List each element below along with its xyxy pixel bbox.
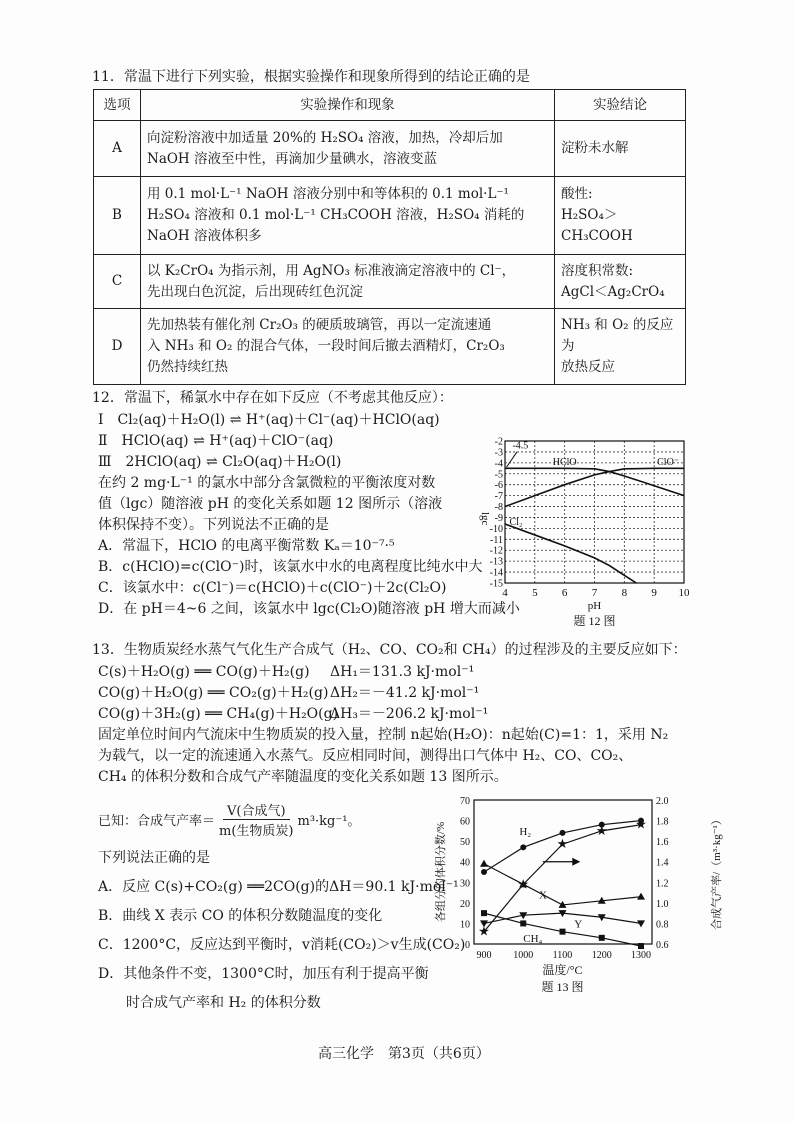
q11-title: 11．常温下进行下列实验，根据实验操作和现象所得到的结论正确的是 <box>92 69 530 85</box>
option-b: B．曲线 X 表示 CO 的体积分数随温度的变化 <box>98 908 383 924</box>
desc-line: 体积保持不变）。下列说法不正确的是 <box>98 517 329 533</box>
cell-line: NaOH 溶液体积多 <box>147 228 262 244</box>
denominator: m(生物质炭) <box>219 824 294 839</box>
option-label: C <box>94 255 141 309</box>
cell-line: 入 NH₃ 和 O₂ 的混合气体，一段时间后撤去酒精灯，Cr₂O₃ <box>147 338 505 354</box>
reaction-row <box>98 662 668 683</box>
marker-star: ★ <box>556 836 569 852</box>
desc-line: 值（lgc）随溶液 pH 的变化关系如题 12 图所示（溶液 <box>98 496 443 512</box>
y-tick-label: -15 <box>489 578 503 590</box>
option-a: A．反应 C(s)+CO₂(g) ══2CO(g)的ΔH＝90.1 kJ·mol⁻¹ <box>98 879 459 895</box>
y-tick-label: 70 <box>460 796 470 807</box>
marker-square <box>520 920 526 926</box>
reaction-row <box>98 683 668 704</box>
cell-line: NH₃ 和 O₂ 的反应为 <box>561 317 674 354</box>
table-row <box>94 177 686 255</box>
reaction-line: Ⅰ Cl₂(aq)＋H₂O(l) ⇌ H⁺(aq)＋Cl⁻(aq)＋HClO(aq) <box>98 412 440 428</box>
annotation: -4.5 <box>512 440 529 452</box>
x-tick-label: 8 <box>621 587 628 599</box>
cell-line: 溶度积常数: <box>561 262 634 279</box>
series-label: HClO <box>552 457 577 469</box>
y-tick-label: -4 <box>494 458 503 470</box>
y-tick-label: -10 <box>489 523 503 535</box>
marker-square <box>560 929 566 935</box>
table-row <box>94 309 686 385</box>
q13-title: 13．生物质炭经水蒸气气化生产合成气（H₂、CO、CO₂和 CH₄）的过程涉及的主要反应如下： <box>92 642 687 658</box>
option-d: D．其他条件不变，1300°C时，加压有利于提高平衡 <box>98 966 429 982</box>
marker-star: ★ <box>635 816 647 832</box>
cell-line: 先出现白色沉淀，后出现砖红色沉淀 <box>147 283 363 300</box>
figure-13-chart <box>430 792 730 1002</box>
table-row <box>94 121 686 177</box>
header-conclusion: 实验结论 <box>555 90 686 121</box>
series-label: Cl₂ <box>509 517 523 529</box>
y2-tick-label: 0.6 <box>656 940 669 951</box>
marker-triangle <box>637 893 645 900</box>
arrow-head-icon <box>572 858 580 866</box>
q11-table <box>93 89 686 385</box>
cell-line: 先加热装有催化剂 Cr₂O₃ 的硬质玻璃管，再以一定流速通 <box>147 317 492 333</box>
option-label: B <box>94 177 141 255</box>
x-tick-label: 900 <box>476 950 492 961</box>
series-label: H₂ <box>519 825 532 838</box>
y2-axis-label: 合成气产率/（m³·kg⁻¹） <box>711 814 723 930</box>
option-c: C．该氯水中：c(Cl⁻)＝c(HClO)＋c(ClO⁻)＋2c(Cl₂O) <box>98 580 447 596</box>
conclusion-cell <box>555 309 686 385</box>
x-tick-label: 9 <box>651 587 657 599</box>
reaction-line: Ⅱ HClO(aq) ⇌ H⁺(aq)＋ClO⁻(aq) <box>98 433 334 449</box>
marker-circle <box>481 869 487 875</box>
x-tick-label: 1100 <box>552 950 573 961</box>
x-tick-label: 10 <box>678 587 690 599</box>
cell-line: NaOH 溶液至中性，再滴加少量碘水，溶液变蓝 <box>147 150 437 167</box>
reaction-row <box>98 704 668 725</box>
option-b: B．c(HClO)=c(ClO⁻)时，该氯水中水的电离程度比纯水中大 <box>98 559 483 575</box>
y2-tick-label: 1.4 <box>656 857 669 869</box>
figure-12-chart <box>470 432 700 642</box>
y-tick-label: 30 <box>460 878 470 890</box>
chart-title: 题 13 图 <box>541 980 584 994</box>
x-tick-label: 1200 <box>591 950 612 961</box>
known-unit: m³·kg⁻¹。 <box>297 814 361 829</box>
marker-star: ★ <box>595 822 608 838</box>
reaction-line: Ⅲ 2HClO(aq) ⇌ Cl₂O(aq)＋H₂O(l) <box>98 454 342 470</box>
operation-cell <box>141 177 555 255</box>
operation-cell <box>141 309 555 385</box>
option-label: D <box>94 309 141 385</box>
series-label: Y <box>574 918 583 931</box>
cell-line: 用 0.1 mol·L⁻¹ NaOH 溶液分别中和等体积的 0.1 mol·L⁻¹ <box>147 186 509 202</box>
y-tick-label: -14 <box>489 567 503 579</box>
y-tick-label: -9 <box>494 512 503 524</box>
option-d: D．在 pH＝4~6 之间，该氯水中 lgc(Cl₂O)随溶液 pH 增大而减小 <box>98 601 520 617</box>
equation: CO(g)＋H₂O(g) ══ CO₂(g)＋H₂(g) <box>98 685 329 701</box>
y-axis-label: lgc <box>479 512 491 526</box>
y-tick-label: 50 <box>460 837 470 849</box>
conclusion-cell <box>555 121 686 177</box>
y2-tick-label: 1.0 <box>656 898 669 910</box>
x-tick-label: 7 <box>591 587 598 599</box>
operation-cell <box>141 255 555 309</box>
x-tick-label: 1300 <box>631 950 651 961</box>
y-tick-label: -13 <box>489 556 503 568</box>
enthalpy: ΔH₁＝131.3 kJ·mol⁻¹ <box>330 664 475 680</box>
x-axis-label: 温度/°C <box>542 963 583 977</box>
option-d-cont: 时合成气产率和 H₂ 的体积分数 <box>98 995 321 1011</box>
y-tick-label: -3 <box>494 447 503 459</box>
y-tick-label: -6 <box>494 480 503 492</box>
y2-tick-label: 0.8 <box>656 919 669 931</box>
y-tick-label: 40 <box>460 857 470 869</box>
table-row <box>94 255 686 309</box>
page-footer: 高三化学 第3页（共6页） <box>318 1046 490 1062</box>
cell-line: 酸性: <box>561 186 593 202</box>
option-c: C．1200°C，反应达到平衡时，v消耗(CO₂)＞v生成(CO₂) <box>98 937 466 953</box>
desc-line: 固定单位时间内气流床中生物质炭的投入量，控制 n起始(H₂O)：n起始(C)=1：1，采用 N₂ <box>98 727 669 743</box>
cell-line: H₂SO₄＞CH₃COOH <box>561 207 633 244</box>
y2-tick-label: 1.6 <box>656 837 669 849</box>
marker-triangle <box>480 860 488 867</box>
enthalpy: ΔH₃＝－206.2 kJ·mol⁻¹ <box>330 706 489 722</box>
y2-tick-label: 2.0 <box>656 796 669 807</box>
known-prefix: 已知：合成气产率＝ <box>98 814 216 829</box>
header-operation: 实验操作和现象 <box>141 90 555 121</box>
y-tick-label: 60 <box>460 816 470 828</box>
operation-cell <box>141 121 555 177</box>
cell-line: 淀粉未水解 <box>561 140 629 156</box>
equation: CO(g)＋3H₂(g) ══ CH₄(g)＋H₂O(g) <box>98 706 339 722</box>
marker-triangle-down <box>637 920 645 927</box>
series-label: X <box>538 889 547 902</box>
y2-tick-label: 1.2 <box>656 878 669 890</box>
desc-line: 在约 2 mg·L⁻¹ 的氯水中部分含氯微粒的平衡浓度对数 <box>98 475 436 491</box>
series-label: ClO⁻ <box>657 457 680 469</box>
y-tick-label: 20 <box>460 898 470 910</box>
marker-star: ★ <box>517 876 530 892</box>
cell-line: H₂SO₄ 溶液和 0.1 mol·L⁻¹ CH₃COOH 溶液，H₂SO₄ 消耗的 <box>147 207 525 223</box>
x-tick-label: 1000 <box>513 950 534 961</box>
known-formula <box>98 800 360 839</box>
conclusion-cell <box>555 177 686 255</box>
series-line-X <box>484 864 641 905</box>
x-tick-label: 6 <box>561 587 568 599</box>
q13-options <box>98 844 465 1018</box>
cell-line: 放热反应 <box>561 359 615 375</box>
option-label: A <box>94 121 141 177</box>
series-line-Cl₂ <box>505 524 636 583</box>
cell-line: 向淀粉溶液中加适量 20%的 H₂SO₄ 溶液，加热，冷却后加 <box>147 129 503 146</box>
enthalpy: ΔH₂＝－41.2 kJ·mol⁻¹ <box>330 685 480 701</box>
y-tick-label: -2 <box>494 436 503 448</box>
equation: C(s)＋H₂O(g) ══ CO(g)＋H₂(g) <box>98 664 310 680</box>
conclusion-cell <box>555 255 686 309</box>
marker-circle <box>560 830 566 836</box>
desc-line: 为载气，以一定的流速通入水蒸气。反应相同时间，测得出口气体中 H₂、CO、CO₂、 <box>98 748 633 764</box>
x-tick-label: 4 <box>502 587 508 599</box>
annotation-arrow <box>506 452 516 467</box>
y-axis-label: 各组分的体积分数/% <box>435 821 447 923</box>
cell-line: 仍然持续红热 <box>147 359 228 375</box>
numerator: V(合成气) <box>223 800 290 820</box>
chart-title: 题 12 图 <box>573 614 616 628</box>
cell-line: 以 K₂CrO₄ 为指示剂，用 AgNO₃ 标准液滴定溶液中的 Cl⁻， <box>147 262 516 279</box>
y-tick-label: 0 <box>465 940 470 951</box>
y-tick-label: -5 <box>494 469 503 481</box>
marker-square <box>481 910 487 916</box>
y2-tick-label: 1.8 <box>656 816 669 828</box>
desc-line: CH₄ 的体积分数和合成气产率随温度的变化关系如题 13 图所示。 <box>98 769 508 785</box>
fraction <box>219 800 293 839</box>
marker-square <box>638 943 644 949</box>
y-tick-label: -11 <box>490 534 503 546</box>
q13-reactions <box>98 662 668 788</box>
y-tick-label: -8 <box>494 502 503 514</box>
y-tick-label: -12 <box>489 545 503 557</box>
prompt: 下列说法正确的是 <box>98 850 210 866</box>
y-tick-label: -7 <box>494 491 503 503</box>
marker-star: ★ <box>478 923 490 939</box>
x-axis-label: pH <box>587 600 602 612</box>
header-option: 选项 <box>94 90 141 121</box>
q12-title: 12．常温下，稀氯水中存在如下反应（不考虑其他反应）： <box>92 390 453 406</box>
y-tick-label: 10 <box>460 919 470 931</box>
marker-circle <box>520 844 526 850</box>
series-label: CH₄ <box>523 932 543 945</box>
cell-line: AgCl＜Ag₂CrO₄ <box>561 283 665 300</box>
marker-square <box>599 935 605 941</box>
option-a: A．常温下，HClO 的电离平衡常数 Kₐ＝10⁻⁷·⁵ <box>98 538 395 554</box>
x-tick-label: 5 <box>532 587 538 599</box>
